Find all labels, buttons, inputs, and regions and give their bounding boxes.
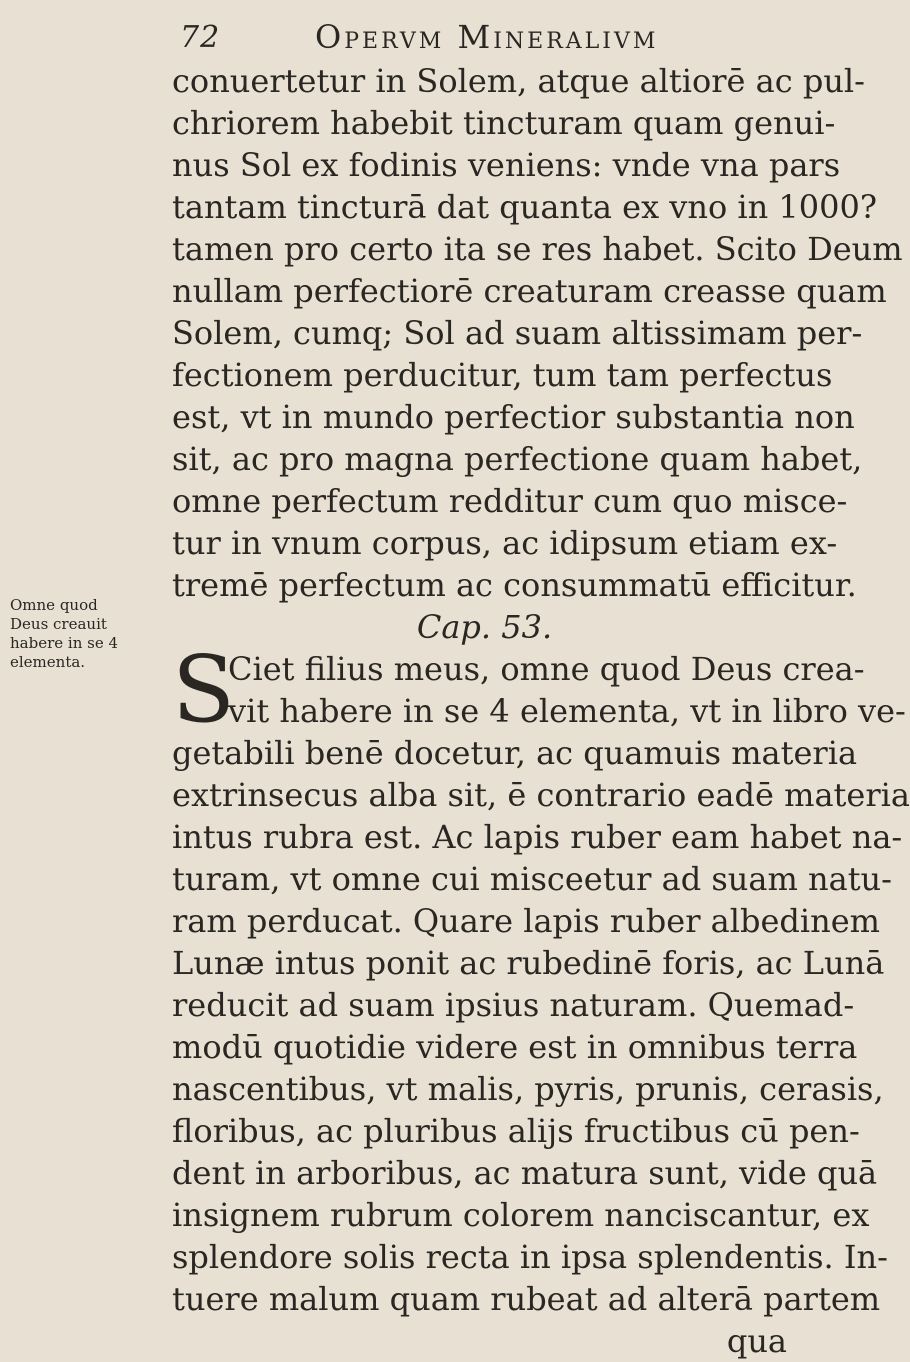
text-line: sit, ac pro magna perfectione quam habet, [172,440,863,478]
text-line: intus rubra est. Ac lapis ruber eam habet na- [172,818,903,856]
text-line: nullam perfectiorē creaturam creasse quam [172,272,887,310]
text-line: est, vt in mundo perfectior substantia non [172,398,855,436]
text-line: vit habere in se 4 elementa, vt in libro ve- [228,692,906,730]
text-line: conuertetur in Solem, atque altiorē ac pul- [172,62,865,100]
text-line: modū quotidie videre est in omnibus terra [172,1028,858,1066]
page-number: 72 [180,20,221,55]
text-line: nascentibus, vt malis, pyris, prunis, cerasis, [172,1070,884,1108]
text-line: tuere malum quam rubeat ad alterā partem [172,1280,881,1318]
text-line: reducit ad suam ipsius naturam. Quemad- [172,986,855,1024]
margin-note [10,596,170,672]
margin-note-line: elementa. [10,653,86,671]
page-header [180,10,740,60]
text-line: Solem, cumq; Sol ad suam altissimam per- [172,314,863,352]
text-line: floribus, ac pluribus alijs fructibus cū pen- [172,1112,860,1150]
text-line: dent in arboribus, ac matura sunt, vide quā [172,1154,878,1192]
text-line: chriorem habebit tincturam quam genui- [172,104,836,142]
running-title: Opervm Mineralivm [315,18,659,56]
margin-note-line: Deus creauit [10,615,107,633]
body-text [172,60,910,1362]
text-line: turam, vt omne cui misceetur ad suam natu- [172,860,892,898]
text-line: ram perducat. Quare lapis ruber albedinem [172,902,880,940]
text-line: omne perfectum redditur cum quo misce- [172,482,848,520]
text-line: tamen pro certo ita se res habet. Scito Deum [172,230,903,268]
drop-cap: S [172,636,236,743]
text-line: insignem rubrum colorem nanciscantur, ex [172,1196,870,1234]
text-line: tantam tincturā dat quanta ex vno in 1000? [172,188,878,226]
text-line: tur in vnum corpus, ac idipsum etiam ex- [172,524,838,562]
margin-note-line: habere in se 4 [10,634,119,652]
text-line: extrinsecus alba sit, ē contrario eadē materia [172,776,910,814]
text-line-content: Ciet filius meus, omne quod Deus crea- [228,650,865,688]
text-line: fectionem perducitur, tum tam perfectus [172,356,833,394]
catchword: qua [726,1322,787,1360]
text-line: nus Sol ex fodinis veniens: vnde vna pars [172,146,841,184]
text-line: Lunæ intus ponit ac rubedinē foris, ac Lunā [172,944,885,982]
margin-note-line: Omne quod [10,596,98,614]
text-line: splendore solis recta in ipsa splendentis. In- [172,1238,888,1276]
chapter-heading: Cap. 53. [416,608,553,646]
text-line: getabili benē docetur, ac quamuis materia [172,734,858,772]
text-line: tremē perfectum ac consummatū efficitur. [172,566,857,604]
